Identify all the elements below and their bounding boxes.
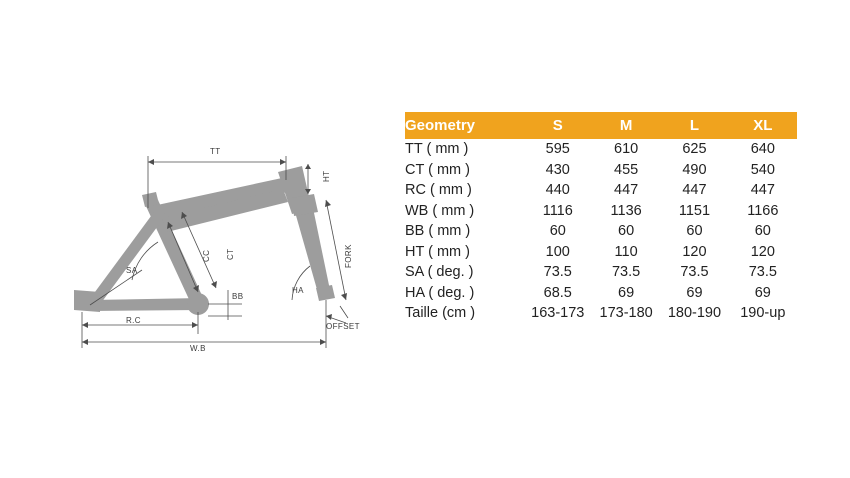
- header-size-l: L: [689, 117, 700, 134]
- row-label: HA ( deg. ): [405, 284, 475, 301]
- row-label: BB ( mm ): [405, 223, 471, 239]
- table-row: [405, 242, 797, 263]
- cell-m: 173-180: [599, 305, 653, 321]
- label-tt: TT: [210, 147, 221, 156]
- table-row: [405, 221, 797, 242]
- table-row: [405, 201, 797, 222]
- cell-m: 69: [618, 284, 635, 301]
- label-wb: W.B: [190, 344, 206, 353]
- cell-m: 110: [614, 243, 638, 260]
- table-row: [405, 262, 797, 283]
- cell-s: 100: [545, 243, 570, 260]
- cell-xl: 640: [750, 141, 775, 157]
- bike-frame-geometry-diagram: [30, 120, 390, 370]
- row-label: CT ( mm ): [405, 161, 470, 178]
- label-fork: FORK: [344, 244, 353, 268]
- frame-diagram-svg: [30, 120, 390, 370]
- table-row: [405, 283, 797, 304]
- table-row: [405, 160, 797, 181]
- label-ct: CT: [226, 248, 235, 260]
- cell-l: 490: [682, 161, 707, 178]
- cell-s: 163-173: [531, 305, 585, 321]
- header-size-s: S: [552, 117, 563, 134]
- cell-l: 447: [682, 182, 707, 198]
- cell-xl: 540: [750, 161, 775, 178]
- cell-s: 430: [545, 161, 570, 178]
- cell-m: 1136: [610, 202, 642, 219]
- cell-xl: 190-up: [740, 305, 786, 321]
- label-cc: CC: [202, 249, 211, 262]
- table-header-row: [405, 112, 797, 139]
- cell-m: 60: [618, 223, 635, 239]
- row-label: HT ( mm ): [405, 243, 470, 260]
- cell-s: 440: [545, 182, 570, 198]
- table-row: [405, 139, 797, 160]
- cell-m: 447: [614, 182, 639, 198]
- cell-s: 595: [545, 141, 570, 157]
- cell-m: 73.5: [611, 264, 641, 280]
- cell-l: 69: [686, 284, 703, 301]
- label-bb: BB: [232, 292, 244, 301]
- cell-xl: 69: [754, 284, 771, 301]
- cell-s: 68.5: [543, 284, 572, 301]
- row-label: SA ( deg. ): [405, 264, 474, 280]
- cell-l: 1151: [678, 202, 711, 219]
- geometry-table: [405, 112, 797, 324]
- header-size-m: M: [619, 117, 633, 134]
- row-label: TT ( mm ): [405, 141, 469, 157]
- label-ht: HT: [322, 170, 331, 182]
- label-rc: R.C: [126, 316, 141, 325]
- cell-s: 60: [549, 223, 566, 239]
- header-size-xl: XL: [753, 117, 773, 134]
- label-ha: HA: [292, 286, 304, 295]
- cell-l: 60: [686, 223, 703, 239]
- table-row: [405, 180, 797, 201]
- row-label: Taille (cm ): [405, 305, 476, 321]
- cell-l: 625: [682, 141, 707, 157]
- cell-s: 73.5: [543, 264, 572, 280]
- label-sa: SA: [126, 266, 138, 275]
- cell-xl: 120: [750, 243, 775, 260]
- cell-xl: 60: [754, 223, 771, 239]
- geometry-table-head: [405, 112, 797, 139]
- row-label: WB ( mm ): [405, 202, 475, 219]
- cell-m: 455: [614, 161, 639, 178]
- geometry-table-body: [405, 139, 797, 324]
- cell-l: 180-190: [667, 305, 722, 321]
- cell-xl: 73.5: [748, 264, 777, 280]
- cell-l: 73.5: [680, 264, 709, 280]
- cell-xl: 1166: [747, 202, 779, 219]
- cell-m: 610: [614, 141, 639, 157]
- row-label: RC ( mm ): [405, 182, 472, 198]
- cell-s: 1116: [542, 202, 573, 219]
- cell-xl: 447: [750, 182, 775, 198]
- cell-l: 120: [682, 243, 707, 260]
- header-geometry: Geometry: [405, 117, 476, 134]
- label-offset: OFFSET: [326, 322, 360, 331]
- table-row: [405, 303, 797, 324]
